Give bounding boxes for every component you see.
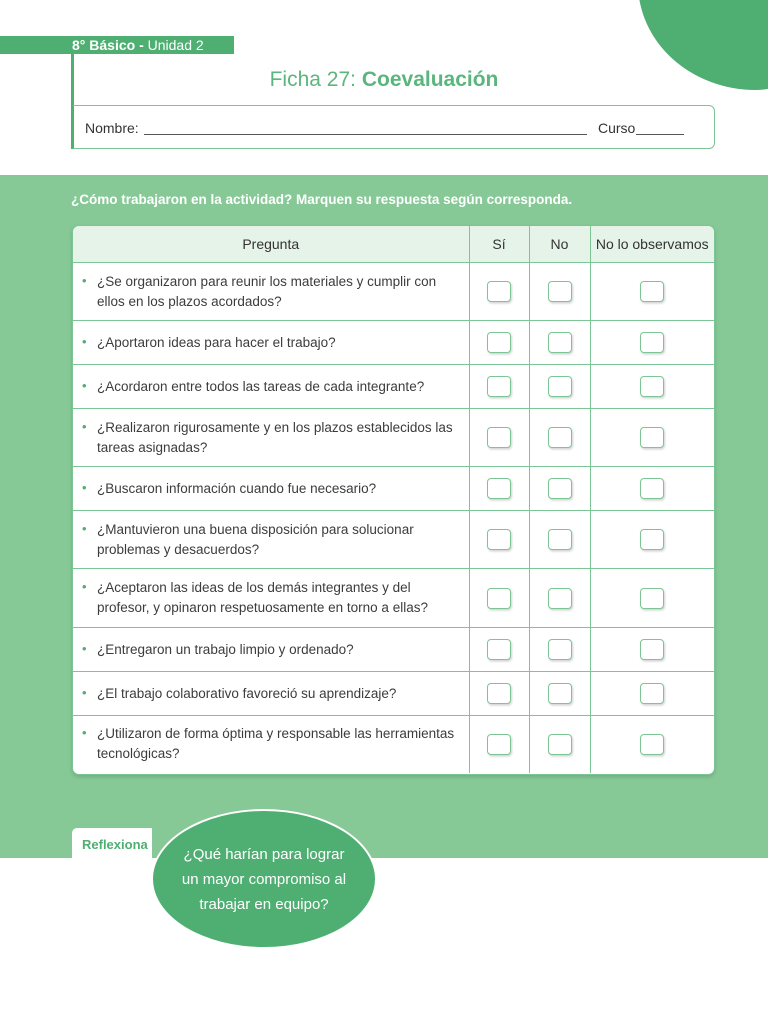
checkbox-si[interactable] [487,478,511,499]
table-row [73,716,714,773]
checkbox-no-observamos[interactable] [640,427,664,448]
checkbox-no-observamos[interactable] [640,478,664,499]
reflection-bubble [151,809,377,949]
checkbox-no[interactable] [548,639,572,660]
checkbox-no[interactable] [548,281,572,302]
table-row [73,672,714,716]
checkbox-no[interactable] [548,734,572,755]
table-row [73,628,714,672]
checkbox-si[interactable] [487,588,511,609]
checkbox-no-observamos[interactable] [640,734,664,755]
checkbox-si[interactable] [487,683,511,704]
question-text: • ¿Acordaron entre todos las tareas de cada integrante? [73,365,469,409]
checkbox-no[interactable] [548,332,572,353]
checkbox-si[interactable] [487,376,511,397]
checkbox-no-observamos[interactable] [640,281,664,302]
checkbox-no[interactable] [548,376,572,397]
checkbox-si[interactable] [487,427,511,448]
checkbox-si[interactable] [487,281,511,302]
checkbox-no[interactable] [548,478,572,499]
question-text: • ¿Utilizaron de forma óptima y responsable las herramientas tecnológicas? [73,716,469,773]
table-row [73,511,714,569]
table-row [73,467,714,511]
question-text: • ¿Entregaron un trabajo limpio y ordenado? [73,628,469,672]
reflexiona-tab [72,828,152,859]
checkbox-si[interactable] [487,639,511,660]
header-no-observamos: No lo observamos [590,226,714,263]
checkbox-no-observamos[interactable] [640,588,664,609]
question-text: • ¿Mantuvieron una buena disposición para solucionar problemas y desacuerdos? [73,511,469,569]
evaluation-table [73,226,714,773]
checkbox-no-observamos[interactable] [640,683,664,704]
unit-label: Unidad 2 [147,37,204,53]
question-text: • ¿Buscaron información cuando fue necesario? [73,467,469,511]
title-main: Coevaluación [361,68,499,91]
name-course-box [73,105,715,149]
checkbox-si[interactable] [487,529,511,550]
table-row [73,365,714,409]
table-row [73,321,714,365]
curso-field[interactable] [636,134,684,135]
reflexiona-label: Reflexiona [82,837,148,852]
grade-unit-tab [0,36,234,54]
evaluation-table-card [72,225,715,775]
checkbox-no[interactable] [548,588,572,609]
title-prefix: Ficha 27: [269,68,356,91]
curso-label: Curso [598,120,636,136]
header-no: No [529,226,590,263]
checkbox-no[interactable] [548,427,572,448]
name-field[interactable] [144,134,587,135]
table-row [73,409,714,467]
checkbox-si[interactable] [487,734,511,755]
question-text: • ¿Realizaron rigurosamente y en los plazos establecidos las tareas asignadas? [73,409,469,467]
instruction-text: ¿Cómo trabajaron en la actividad? Marquen su respuesta según corresponda. [71,192,573,207]
table-row [73,569,714,628]
checkbox-no-observamos[interactable] [640,529,664,550]
checkbox-no[interactable] [548,683,572,704]
reflection-question: ¿Qué harían para lograr un mayor compromiso al trabajar en equipo? [181,845,347,913]
checkbox-no-observamos[interactable] [640,332,664,353]
checkbox-si[interactable] [487,332,511,353]
question-text: • ¿Aportaron ideas para hacer el trabajo? [73,321,469,365]
question-text: • ¿Se organizaron para reunir los materiales y cumplir con ellos en los plazos acordados? [73,263,469,321]
name-label: Nombre: [85,120,139,136]
page-title [0,68,768,92]
checkbox-no-observamos[interactable] [640,376,664,397]
header-pregunta: Pregunta [73,226,469,263]
table-row [73,263,714,321]
checkbox-no-observamos[interactable] [640,639,664,660]
checkbox-no[interactable] [548,529,572,550]
header-si: Sí [469,226,529,263]
grade-label: 8° Básico - [72,37,144,53]
table-header-row [73,226,714,263]
question-text: • ¿El trabajo colaborativo favoreció su aprendizaje? [73,672,469,716]
question-text: • ¿Aceptaron las ideas de los demás integrantes y del profesor, y opinaron respetuosamente en torno a ellas? [73,569,469,628]
